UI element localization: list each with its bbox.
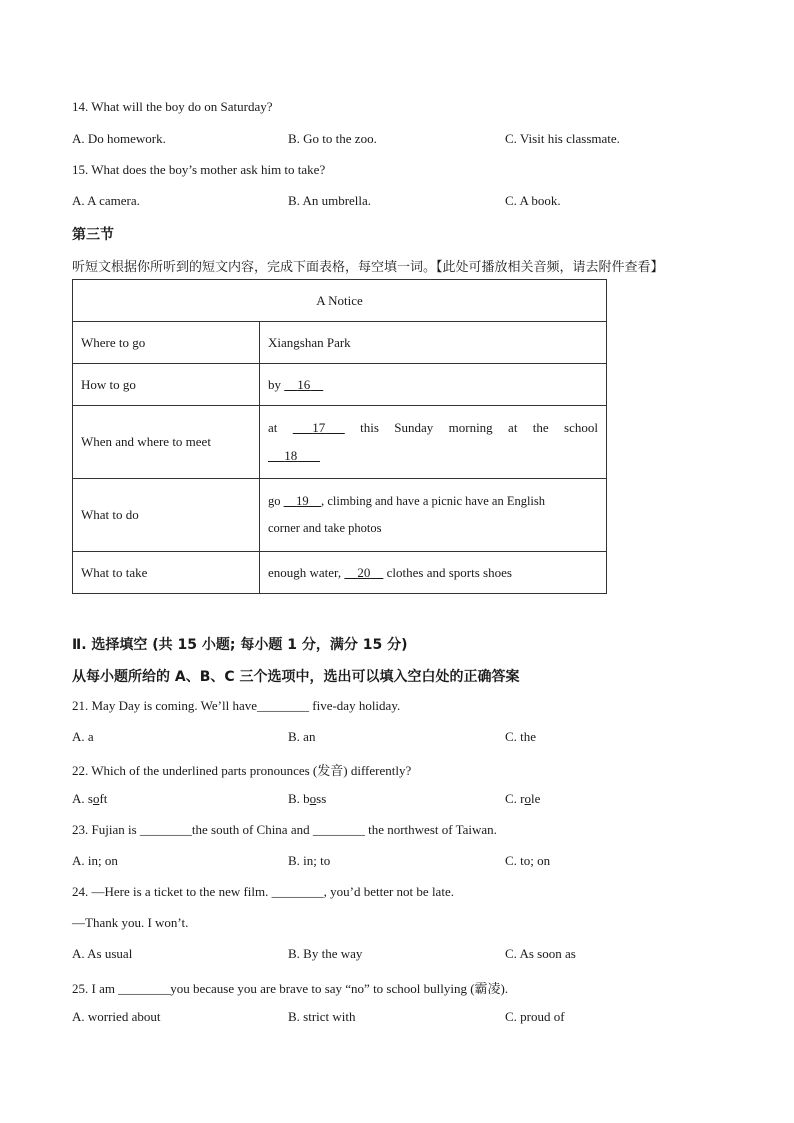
blank-19: 19 (296, 494, 309, 508)
row-label: How to go (73, 364, 260, 406)
row-value (260, 552, 607, 594)
option-b: B. An umbrella. (288, 193, 372, 208)
blank-20: 20 (357, 564, 371, 580)
option-c: C. the (505, 729, 537, 744)
option-c: C. A book. (505, 193, 561, 208)
option-c: C. As soon as (505, 946, 576, 961)
question-24-options (72, 946, 722, 964)
option-c: C. role (505, 791, 541, 806)
blank-17: 17 (312, 420, 326, 435)
option-a: A. A camera. (72, 193, 140, 208)
table-row (73, 552, 607, 594)
blank-18: 18 (284, 448, 298, 463)
question-24-reply: —Thank you. I won’t. (72, 915, 189, 930)
option-a: A. soft (72, 791, 108, 806)
row-value: Xiangshan Park (260, 322, 607, 364)
table-row (73, 322, 607, 364)
value-prefix: enough water, (268, 564, 345, 580)
option-a: A. worried about (72, 1009, 161, 1024)
option-a: A. Do homework. (72, 131, 166, 146)
option-a: A. a (72, 729, 94, 744)
question-24-text: 24. —Here is a ticket to the new film. ________, you’d better not be late. (72, 884, 454, 899)
value-prefix: go (268, 494, 284, 508)
option-a: A. in; on (72, 853, 118, 868)
word: school (564, 420, 598, 435)
question-23-text: 23. Fujian is ________the south of China and ________ the northwest of Taiwan. (72, 822, 497, 837)
word: morning (448, 420, 493, 435)
underlined-letter: o (524, 791, 531, 806)
part-2-instruction: 从每小题所给的 A、B、C 三个选项中，选出可以填入空白处的正确答案 (72, 669, 520, 685)
word: this (360, 420, 379, 435)
value-line-2: corner and take photos (268, 521, 382, 535)
value-prefix: by (268, 376, 285, 392)
question-15-options (72, 193, 722, 211)
underlined-letter: o (309, 791, 317, 806)
option-b: B. Go to the zoo. (288, 131, 377, 146)
question-22-options (72, 791, 722, 809)
option-b: B. strict with (288, 1009, 356, 1024)
question-22-text: 22. Which of the underlined parts pronounces (发音) differently? (72, 763, 412, 778)
option-b: B. boss (288, 791, 327, 806)
word: the (532, 420, 549, 435)
row-label: Where to go (73, 322, 260, 364)
notice-table (72, 279, 607, 594)
question-21-text: 21. May Day is coming. We’ll have________ five-day holiday. (72, 698, 401, 713)
option-a: A. As usual (72, 946, 133, 961)
word: Sunday (394, 420, 434, 435)
row-label: What to take (73, 552, 260, 594)
blank-16: 16 (297, 376, 311, 392)
row-value (260, 406, 607, 479)
option-c: C. Visit his classmate. (505, 131, 620, 146)
value-prefix: at (268, 420, 278, 435)
table-row (73, 406, 607, 479)
option-b: B. an (288, 729, 316, 744)
notice-title: A Notice (73, 280, 607, 322)
section-3-title: 第三节 (72, 227, 114, 243)
underlined-letter: o (92, 791, 100, 806)
option-c: C. to; on (505, 853, 551, 868)
option-c: C. proud of (505, 1009, 565, 1024)
part-2-heading: Ⅱ. 选择填空 (共 15 小题; 每小题 1 分，满分 15 分) (72, 637, 408, 653)
option-b: B. By the way (288, 946, 363, 961)
table-row (73, 479, 607, 552)
question-23-options (72, 853, 722, 871)
word: at (508, 420, 518, 435)
row-label: What to do (73, 479, 260, 552)
question-14-options (72, 131, 722, 149)
section-3-instruction: 听短文根据你所听到的短文内容，完成下面表格，每空填一词。【此处可播放相关音频，请去附件查看】 (72, 260, 664, 275)
question-25-text: 25. I am ________you because you are brave to say “no” to school bullying (霸凌). (72, 981, 509, 996)
meet-line-1 (268, 420, 598, 436)
question-14-text: 14. What will the boy do on Saturday? (72, 99, 273, 114)
option-b: B. in; to (288, 853, 331, 868)
meet-line-2 (268, 448, 598, 464)
row-value (260, 364, 607, 406)
question-25-options (72, 1009, 722, 1027)
row-label: When and where to meet (73, 406, 260, 479)
table-row (73, 364, 607, 406)
row-value (260, 479, 607, 552)
question-15-text: 15. What does the boy’s mother ask him to take? (72, 162, 326, 177)
question-21-options (72, 729, 722, 747)
value-suffix: , climbing and have a picnic have an English (321, 494, 546, 508)
value-suffix: clothes and sports shoes (383, 564, 512, 580)
